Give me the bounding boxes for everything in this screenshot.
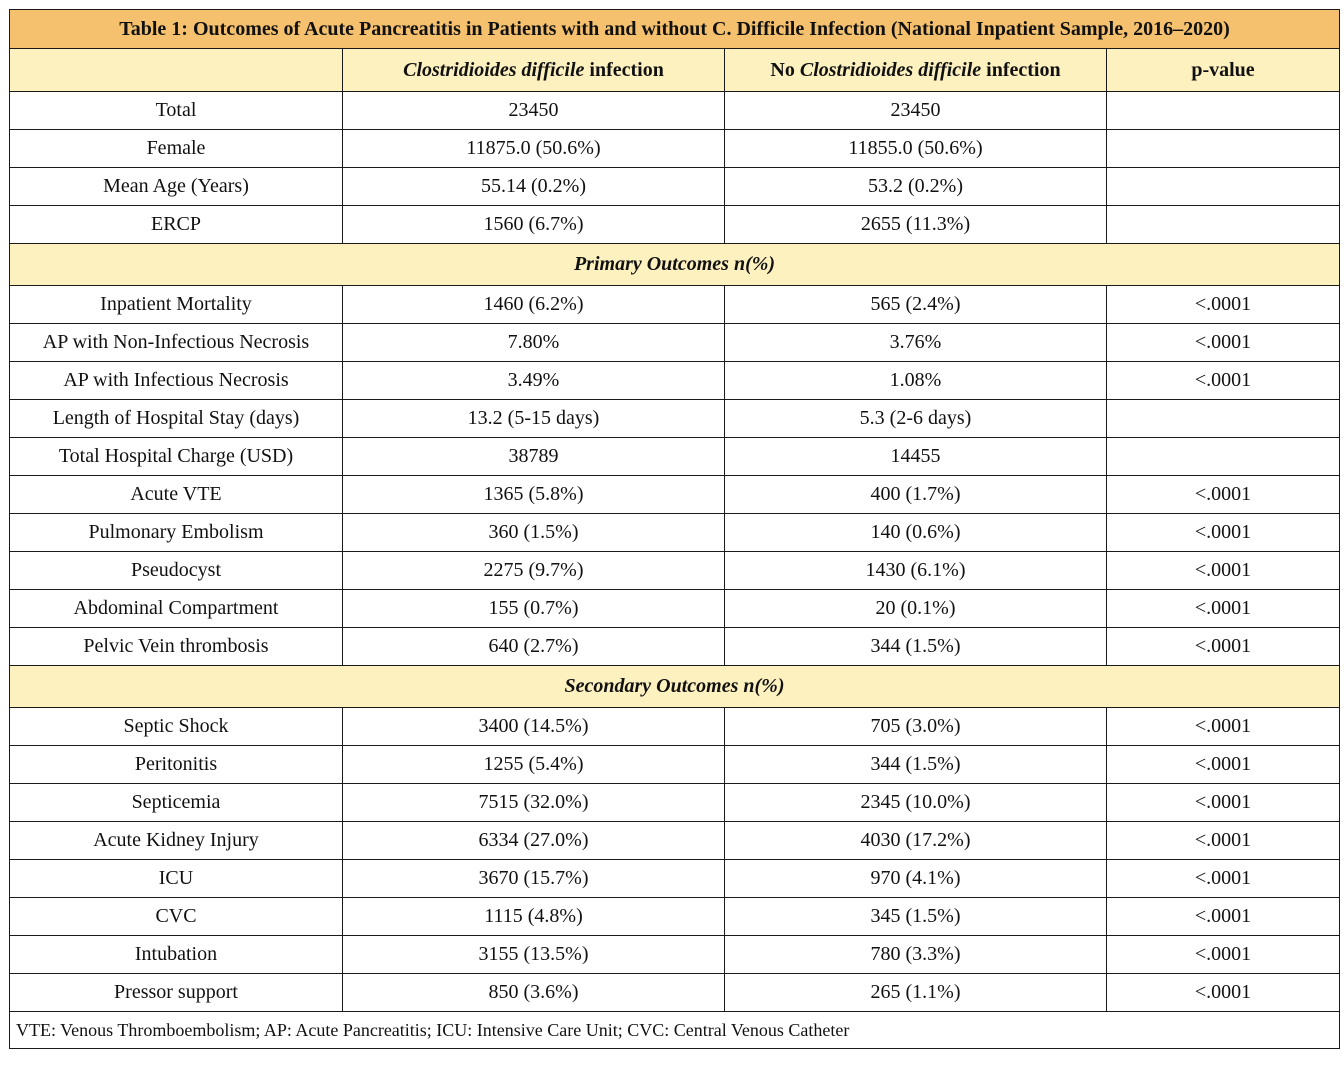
cdi-value: 1115 (4.8%) [343,898,725,936]
primary-outcomes-header: Primary Outcomes n(%) [10,244,1340,286]
table-row [10,552,1340,590]
row-label: Total [10,92,343,130]
header-no-cdi-rest: infection [981,58,1061,81]
table-row [10,822,1340,860]
row-label: ERCP [10,206,343,244]
no-cdi-value: 705 (3.0%) [725,708,1107,746]
table-row [10,784,1340,822]
row-label: Pressor support [10,974,343,1012]
no-cdi-value: 3.76% [725,324,1107,362]
cdi-value: 3155 (13.5%) [343,936,725,974]
p-value [1107,438,1340,476]
p-value: <.0001 [1107,974,1340,1012]
table-row [10,898,1340,936]
table-row [10,92,1340,130]
row-label: Inpatient Mortality [10,286,343,324]
table-row [10,514,1340,552]
p-value: <.0001 [1107,784,1340,822]
p-value: <.0001 [1107,552,1340,590]
cdi-value: 360 (1.5%) [343,514,725,552]
header-cdi [343,49,725,92]
header-cdi-rest: infection [584,58,664,81]
row-label: AP with Non-Infectious Necrosis [10,324,343,362]
no-cdi-value: 1.08% [725,362,1107,400]
p-value [1107,92,1340,130]
cdi-value: 38789 [343,438,725,476]
header-no-cdi [725,49,1107,92]
no-cdi-value: 140 (0.6%) [725,514,1107,552]
no-cdi-value: 344 (1.5%) [725,746,1107,784]
table-row [10,936,1340,974]
outcomes-table [9,9,1340,1049]
footnote-row [10,1012,1340,1049]
header-characteristic [10,49,343,92]
no-cdi-value: 970 (4.1%) [725,860,1107,898]
p-value: <.0001 [1107,822,1340,860]
header-no-cdi-italic: Clostridioides difficile [799,58,982,81]
row-label: Peritonitis [10,746,343,784]
no-cdi-value: 53.2 (0.2%) [725,168,1107,206]
cdi-value: 1460 (6.2%) [343,286,725,324]
row-label: Abdominal Compartment [10,590,343,628]
row-label: Pseudocyst [10,552,343,590]
row-label: CVC [10,898,343,936]
no-cdi-value: 400 (1.7%) [725,476,1107,514]
row-label: Acute VTE [10,476,343,514]
no-cdi-value: 11855.0 (50.6%) [725,130,1107,168]
no-cdi-value: 14455 [725,438,1107,476]
secondary-outcomes-header: Secondary Outcomes n(%) [10,666,1340,708]
cdi-value: 6334 (27.0%) [343,822,725,860]
no-cdi-value: 5.3 (2-6 days) [725,400,1107,438]
no-cdi-value: 4030 (17.2%) [725,822,1107,860]
p-value [1107,130,1340,168]
p-value: <.0001 [1107,936,1340,974]
p-value: <.0001 [1107,590,1340,628]
cdi-value: 850 (3.6%) [343,974,725,1012]
header-cdi-italic: Clostridioides difficile [403,58,585,81]
cdi-value: 1560 (6.7%) [343,206,725,244]
no-cdi-value: 20 (0.1%) [725,590,1107,628]
row-label: Septic Shock [10,708,343,746]
secondary-outcomes-header-row [10,666,1340,708]
row-label: Mean Age (Years) [10,168,343,206]
no-cdi-value: 780 (3.3%) [725,936,1107,974]
table-row [10,746,1340,784]
table-row [10,438,1340,476]
no-cdi-value: 265 (1.1%) [725,974,1107,1012]
cdi-value: 3670 (15.7%) [343,860,725,898]
cdi-value: 1255 (5.4%) [343,746,725,784]
p-value: <.0001 [1107,476,1340,514]
table-row [10,628,1340,666]
table-row [10,860,1340,898]
row-label: AP with Infectious Necrosis [10,362,343,400]
header-no-cdi-prefix: No [770,58,800,81]
cdi-value: 1365 (5.8%) [343,476,725,514]
cdi-value: 55.14 (0.2%) [343,168,725,206]
row-label: Length of Hospital Stay (days) [10,400,343,438]
row-label: Septicemia [10,784,343,822]
table-row [10,974,1340,1012]
table-row [10,206,1340,244]
cdi-value: 155 (0.7%) [343,590,725,628]
p-value [1107,168,1340,206]
table-row [10,362,1340,400]
table-row [10,324,1340,362]
row-label: ICU [10,860,343,898]
p-value: <.0001 [1107,708,1340,746]
row-label: Total Hospital Charge (USD) [10,438,343,476]
column-header-row [10,49,1340,92]
cdi-value: 7515 (32.0%) [343,784,725,822]
cdi-value: 7.80% [343,324,725,362]
p-value: <.0001 [1107,746,1340,784]
p-value [1107,206,1340,244]
p-value: <.0001 [1107,324,1340,362]
cdi-value: 2275 (9.7%) [343,552,725,590]
table-row [10,400,1340,438]
row-label: Acute Kidney Injury [10,822,343,860]
table-row [10,168,1340,206]
no-cdi-value: 2655 (11.3%) [725,206,1107,244]
cdi-value: 11875.0 (50.6%) [343,130,725,168]
table-row [10,476,1340,514]
cdi-value: 13.2 (5-15 days) [343,400,725,438]
table-title: Table 1: Outcomes of Acute Pancreatitis in Patients with and without C. Difficile Infection (National Inpatient Sample, 2016–2020) [10,10,1340,49]
cdi-value: 23450 [343,92,725,130]
outcomes-table-container [9,9,1340,1049]
p-value [1107,400,1340,438]
no-cdi-value: 2345 (10.0%) [725,784,1107,822]
row-label: Pulmonary Embolism [10,514,343,552]
no-cdi-value: 565 (2.4%) [725,286,1107,324]
header-p-value: p-value [1107,49,1340,92]
p-value: <.0001 [1107,514,1340,552]
table-row [10,286,1340,324]
table-row [10,590,1340,628]
footnote: VTE: Venous Thromboembolism; AP: Acute Pancreatitis; ICU: Intensive Care Unit; CVC: Central Venous Catheter [10,1012,1340,1049]
p-value: <.0001 [1107,286,1340,324]
p-value: <.0001 [1107,628,1340,666]
p-value: <.0001 [1107,362,1340,400]
p-value: <.0001 [1107,898,1340,936]
p-value: <.0001 [1107,860,1340,898]
row-label: Pelvic Vein thrombosis [10,628,343,666]
table-row [10,130,1340,168]
primary-outcomes-header-row [10,244,1340,286]
cdi-value: 640 (2.7%) [343,628,725,666]
table-row [10,708,1340,746]
cdi-value: 3.49% [343,362,725,400]
row-label: Intubation [10,936,343,974]
table-title-row [10,10,1340,49]
cdi-value: 3400 (14.5%) [343,708,725,746]
no-cdi-value: 344 (1.5%) [725,628,1107,666]
no-cdi-value: 23450 [725,92,1107,130]
no-cdi-value: 1430 (6.1%) [725,552,1107,590]
row-label: Female [10,130,343,168]
no-cdi-value: 345 (1.5%) [725,898,1107,936]
